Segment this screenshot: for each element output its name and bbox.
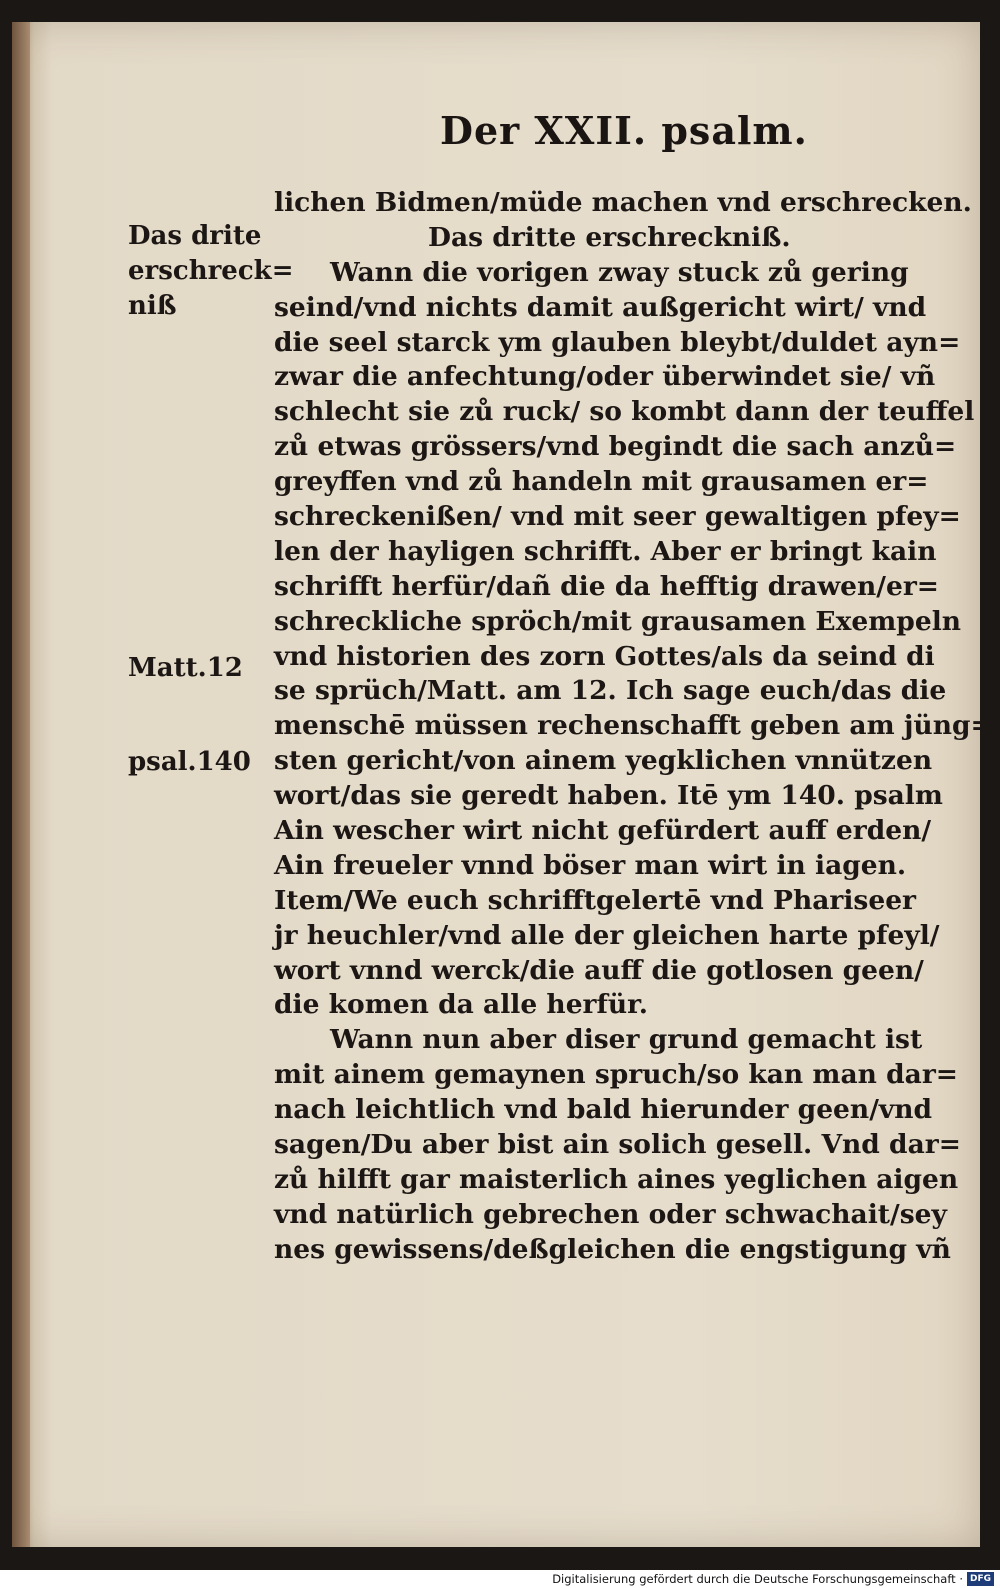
text-line: len der hayligen schrifft. Aber er bringt kain	[274, 535, 937, 567]
text-line: Ain freueler vnnd böser man wirt in iagen.	[274, 849, 907, 881]
text-line: die seel starck ym glauben bleybt/duldet ayn=	[274, 326, 961, 358]
text-line: menschē müssen rechenschafft geben am jüng=	[274, 710, 993, 742]
text-line: wort/das sie geredt haben. Itē ym 140. psalm	[274, 780, 943, 812]
margin-note-das-drite: Das drite	[128, 221, 262, 251]
text-line: Item/We euch schrifftgelertē vnd Phariseer	[274, 884, 917, 916]
text-line: greyffen vnd zů handeln mit grausamen er=	[274, 466, 929, 498]
text-line: Wann nun aber diser grund gemacht ist	[330, 1024, 923, 1056]
text-line: sagen/Du aber bist ain solich gesell. Vnd dar=	[274, 1129, 961, 1161]
text-line: mit ainem gemaynen spruch/so kan man dar=	[274, 1059, 958, 1091]
margin-note-matt-12: Matt.12	[128, 653, 243, 683]
text-line: die komen da alle herfür.	[274, 989, 648, 1021]
text-line: wort vnnd werck/die auff die gotlosen geen/	[274, 954, 924, 986]
credit-text: Digitalisierung gefördert durch die Deutsche Forschungsgemeinschaft ·	[552, 1572, 963, 1586]
dfg-logo: DFG	[967, 1572, 994, 1586]
page-gutter	[12, 22, 30, 1547]
text-line: schreckenißen/ vnd mit seer gewaltigen pfey=	[274, 501, 961, 533]
section-heading: Das dritte erschreckniß.	[428, 221, 791, 253]
text-line: schrifft herfür/dañ die da hefftig drawen/er=	[274, 570, 940, 602]
text-line: zů etwas grössers/vnd begindt die sach anzů=	[274, 431, 957, 463]
text-line: nach leichtlich vnd bald hierunder geen/vnd	[274, 1094, 933, 1126]
text-line: zwar die anfechtung/oder überwindet sie/ vñ	[274, 361, 936, 393]
text-line: sten gericht/von ainem yegklichen vnnützen	[274, 745, 933, 777]
text-line: lichen Bidmen/müde machen vnd erschrecken.	[274, 187, 972, 218]
text-line: nes gewissens/deßgleichen die engstigung vñ	[274, 1233, 951, 1265]
text-line: seind/vnd nichts damit außgericht wirt/ vnd	[274, 291, 927, 323]
body-text	[274, 186, 993, 1268]
text-line: zů hilfft gar maisterlich aines yeglichen aigen	[274, 1163, 959, 1195]
digitization-credit	[552, 1570, 1000, 1588]
margin-note-psal-140: psal.140	[128, 747, 251, 777]
text-line: schlecht sie zů ruck/ so kombt dann der teuffel	[274, 396, 975, 428]
text-line: se sprüch/Matt. am 12. Ich sage euch/das die	[274, 675, 947, 707]
text-line: vnd historien des zorn Gottes/als da seind di	[274, 640, 935, 672]
running-header: Der XXII. psalm.	[440, 108, 808, 153]
text-line: vnd natürlich gebrechen oder schwachait/sey	[274, 1198, 947, 1230]
margin-note-erschreck: erschreck=	[128, 256, 294, 286]
text-line: schreckliche spröch/mit grausamen Exempeln	[274, 605, 962, 637]
margin-note-niss: niß	[128, 291, 177, 321]
text-line: Ain wescher wirt nicht gefürdert auff erden/	[274, 815, 932, 847]
text-line: Wann die vorigen zway stuck zů gering	[330, 256, 909, 288]
text-line: jr heuchler/vnd alle der gleichen harte pfeyl/	[274, 919, 940, 951]
